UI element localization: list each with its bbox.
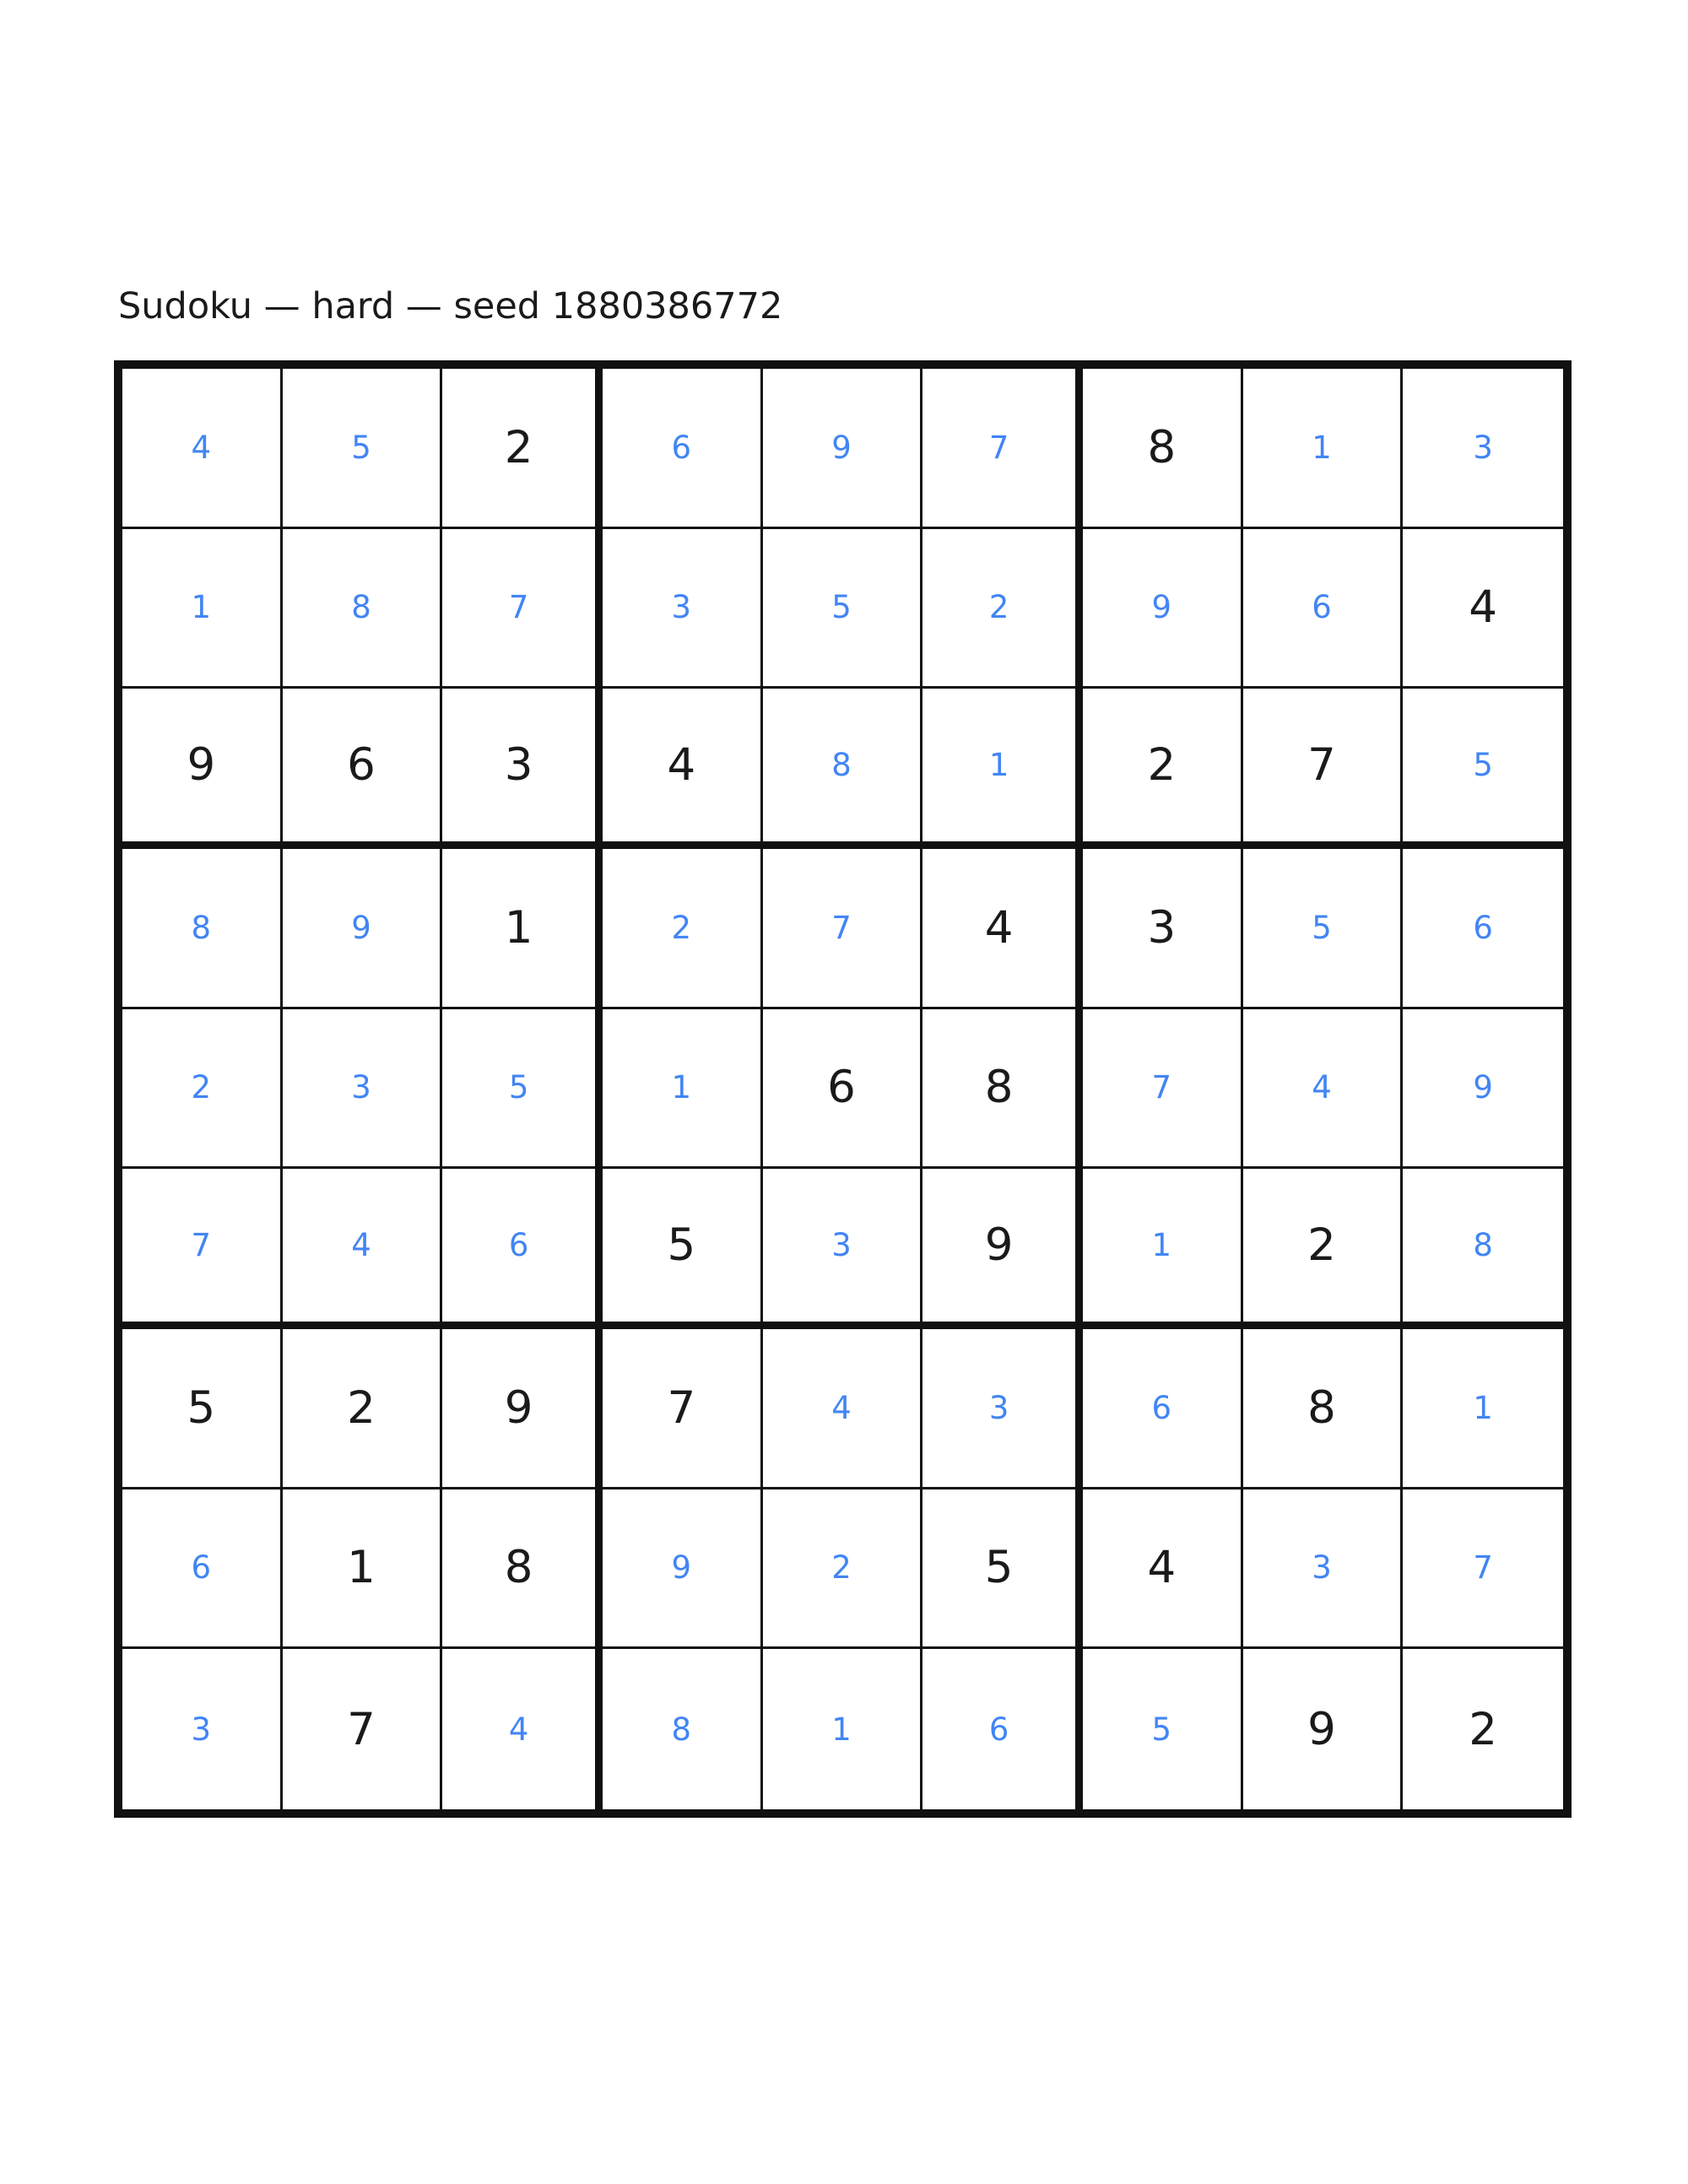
sudoku-cell-r4c1[interactable]: 8 [122, 849, 283, 1009]
sudoku-cell-r4c3[interactable]: 1 [442, 849, 603, 1009]
sudoku-grid [114, 360, 1572, 1818]
sudoku-cell-r3c9[interactable]: 5 [1403, 689, 1563, 849]
sudoku-cell-r3c1[interactable]: 9 [122, 689, 283, 849]
sudoku-cell-r5c1[interactable]: 2 [122, 1009, 283, 1170]
sudoku-cell-r7c1[interactable]: 5 [122, 1329, 283, 1489]
sudoku-cell-r1c6[interactable]: 7 [922, 369, 1083, 529]
sudoku-cell-r4c8[interactable]: 5 [1243, 849, 1404, 1009]
sudoku-cell-r8c1[interactable]: 6 [122, 1489, 283, 1650]
sudoku-cell-r3c4[interactable]: 4 [603, 689, 763, 849]
sudoku-cell-r5c5[interactable]: 6 [763, 1009, 923, 1170]
sudoku-cell-r2c2[interactable]: 8 [283, 529, 443, 689]
sudoku-cell-r4c7[interactable]: 3 [1083, 849, 1243, 1009]
sudoku-cell-r7c6[interactable]: 3 [922, 1329, 1083, 1489]
sudoku-cell-r6c2[interactable]: 4 [283, 1169, 443, 1329]
sudoku-cell-r9c2[interactable]: 7 [283, 1649, 443, 1809]
sudoku-cell-r5c8[interactable]: 4 [1243, 1009, 1404, 1170]
sudoku-cell-r2c5[interactable]: 5 [763, 529, 923, 689]
sudoku-cell-r4c6[interactable]: 4 [922, 849, 1083, 1009]
sudoku-cell-r6c6[interactable]: 9 [922, 1169, 1083, 1329]
sudoku-cell-r8c5[interactable]: 2 [763, 1489, 923, 1650]
sudoku-cell-r1c2[interactable]: 5 [283, 369, 443, 529]
sudoku-cell-r1c3[interactable]: 2 [442, 369, 603, 529]
sudoku-cell-r8c7[interactable]: 4 [1083, 1489, 1243, 1650]
sudoku-cell-r2c3[interactable]: 7 [442, 529, 603, 689]
sudoku-cell-r8c2[interactable]: 1 [283, 1489, 443, 1650]
sudoku-cell-r9c3[interactable]: 4 [442, 1649, 603, 1809]
sudoku-cell-r2c9[interactable]: 4 [1403, 529, 1563, 689]
sudoku-cell-r5c2[interactable]: 3 [283, 1009, 443, 1170]
sudoku-cell-r5c3[interactable]: 5 [442, 1009, 603, 1170]
sudoku-cell-r1c7[interactable]: 8 [1083, 369, 1243, 529]
sudoku-cell-r7c9[interactable]: 1 [1403, 1329, 1563, 1489]
sudoku-cell-r3c6[interactable]: 1 [922, 689, 1083, 849]
sudoku-cell-r5c9[interactable]: 9 [1403, 1009, 1563, 1170]
sudoku-cell-r7c2[interactable]: 2 [283, 1329, 443, 1489]
sudoku-cell-r8c8[interactable]: 3 [1243, 1489, 1404, 1650]
sudoku-cell-r3c8[interactable]: 7 [1243, 689, 1404, 849]
sudoku-cell-r2c4[interactable]: 3 [603, 529, 763, 689]
sudoku-cell-r3c2[interactable]: 6 [283, 689, 443, 849]
sudoku-cell-r4c2[interactable]: 9 [283, 849, 443, 1009]
sudoku-cell-r9c6[interactable]: 6 [922, 1649, 1083, 1809]
sudoku-cell-r1c5[interactable]: 9 [763, 369, 923, 529]
sudoku-cell-r2c8[interactable]: 6 [1243, 529, 1404, 689]
sudoku-cell-r4c4[interactable]: 2 [603, 849, 763, 1009]
sudoku-cell-r2c7[interactable]: 9 [1083, 529, 1243, 689]
sudoku-cell-r3c3[interactable]: 3 [442, 689, 603, 849]
sudoku-cell-r7c3[interactable]: 9 [442, 1329, 603, 1489]
sudoku-cell-r8c4[interactable]: 9 [603, 1489, 763, 1650]
sudoku-cell-r1c8[interactable]: 1 [1243, 369, 1404, 529]
puzzle-title: Sudoku — hard — seed 1880386772 [118, 285, 783, 327]
sudoku-cell-r5c6[interactable]: 8 [922, 1009, 1083, 1170]
sudoku-cell-r7c7[interactable]: 6 [1083, 1329, 1243, 1489]
sudoku-cell-r9c1[interactable]: 3 [122, 1649, 283, 1809]
sudoku-cell-r6c5[interactable]: 3 [763, 1169, 923, 1329]
sudoku-cell-r9c5[interactable]: 1 [763, 1649, 923, 1809]
sudoku-cell-r6c8[interactable]: 2 [1243, 1169, 1404, 1329]
sudoku-cell-r9c9[interactable]: 2 [1403, 1649, 1563, 1809]
sudoku-cell-r7c5[interactable]: 4 [763, 1329, 923, 1489]
sudoku-cell-r3c5[interactable]: 8 [763, 689, 923, 849]
sudoku-cell-r6c3[interactable]: 6 [442, 1169, 603, 1329]
sudoku-cell-r4c5[interactable]: 7 [763, 849, 923, 1009]
sudoku-cell-r9c4[interactable]: 8 [603, 1649, 763, 1809]
sudoku-cell-r9c7[interactable]: 5 [1083, 1649, 1243, 1809]
sudoku-cell-r2c6[interactable]: 2 [922, 529, 1083, 689]
sudoku-cell-r2c1[interactable]: 1 [122, 529, 283, 689]
sudoku-cell-r5c7[interactable]: 7 [1083, 1009, 1243, 1170]
sudoku-cell-r6c1[interactable]: 7 [122, 1169, 283, 1329]
sudoku-cell-r3c7[interactable]: 2 [1083, 689, 1243, 849]
sudoku-cell-r8c3[interactable]: 8 [442, 1489, 603, 1650]
sudoku-cell-r6c4[interactable]: 5 [603, 1169, 763, 1329]
sudoku-cell-r6c9[interactable]: 8 [1403, 1169, 1563, 1329]
sudoku-cell-r1c4[interactable]: 6 [603, 369, 763, 529]
sudoku-cell-r7c4[interactable]: 7 [603, 1329, 763, 1489]
sudoku-cell-r8c6[interactable]: 5 [922, 1489, 1083, 1650]
sudoku-cell-r5c4[interactable]: 1 [603, 1009, 763, 1170]
sudoku-cell-r8c9[interactable]: 7 [1403, 1489, 1563, 1650]
sudoku-cell-r6c7[interactable]: 1 [1083, 1169, 1243, 1329]
sudoku-cell-r9c8[interactable]: 9 [1243, 1649, 1404, 1809]
sudoku-cell-r1c1[interactable]: 4 [122, 369, 283, 529]
sudoku-cell-r4c9[interactable]: 6 [1403, 849, 1563, 1009]
sudoku-cell-r1c9[interactable]: 3 [1403, 369, 1563, 529]
sudoku-cell-r7c8[interactable]: 8 [1243, 1329, 1404, 1489]
